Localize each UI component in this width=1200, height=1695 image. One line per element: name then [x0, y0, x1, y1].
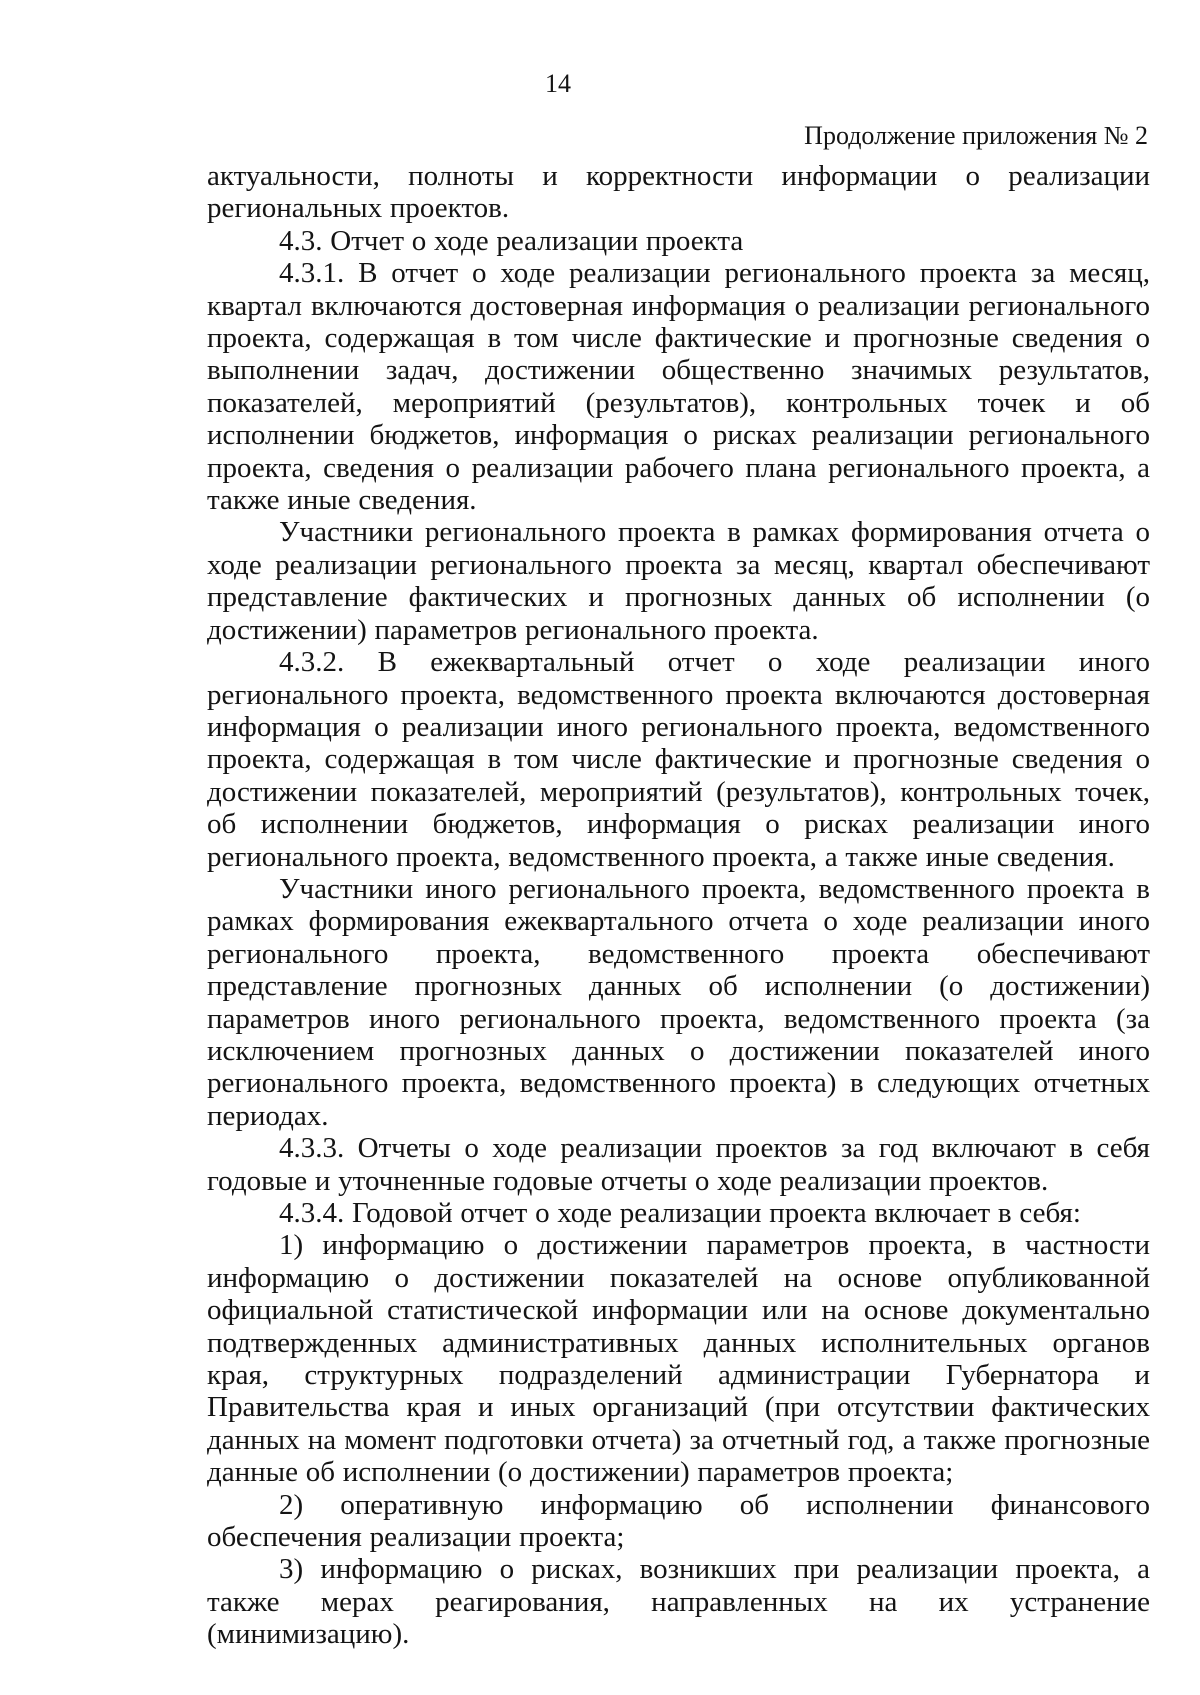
paragraph-4-3-4: 4.3.4. Годовой отчет о ходе реализации проекта включает в себя: — [279, 1197, 1081, 1229]
paragraph-4-3-3: 4.3.3. Отчеты о ходе реализации проектов за год включают в себя годовые и уточненные годовые отчеты о ходе реализации проектов. — [207, 1132, 1150, 1197]
list-item-3: 3) информацию о рисках, возникших при реализации проекта, а также мерах реагирования, направленных на их устранение (минимизацию). — [207, 1553, 1150, 1651]
appendix-continuation-label: Продолжение приложения № 2 — [804, 121, 1148, 150]
paragraph-participants-regional: Участники регионального проекта в рамках формирования отчета о ходе реализации регионального проекта за месяц, квартал обеспечивают представление фактических и прогнозных данных об исполнении (о достижении) параметров регионального проекта. — [207, 516, 1150, 646]
document-body — [207, 160, 1150, 1651]
page-number: 14 — [545, 69, 571, 98]
paragraph-4-3-1: 4.3.1. В отчет о ходе реализации регионального проекта за месяц, квартал включаются достоверная информация о реализации регионального проекта, содержащая в том числе фактические и прогнозные сведения о выполнении задач, достижении общественно значимых результатов, показателей, мероприятий (результатов), контрольных точек и об исполнении бюджетов, информация о рисках реализации регионального проекта, сведения о реализации рабочего плана регионального проекта, а также иные сведения. — [207, 257, 1150, 517]
page-header — [0, 68, 1200, 100]
list-item-2: 2) оперативную информацию об исполнении финансового обеспечения реализации проекта; — [207, 1488, 1150, 1554]
list-item-1: 1) информацию о достижении параметров проекта, в частности информацию о достижении показателей на основе опубликованной официальной статистической информации или на основе документально подтвержденных административных данных исполнительных органов края, структурных подразделений администрации Губернатора и Правительства края и иных организаций (при отсутствии фактических данных на момент подготовки отчета) за отчетный год, а также прогнозные данные об исполнении (о достижении) параметров проекта; — [207, 1229, 1150, 1489]
paragraph-participants-other: Участники иного регионального проекта, ведомственного проекта в рамках формирования ежеквартального отчета о ходе реализации иного регионального проекта, ведомственного проекта обеспечивают представление прогнозных данных об исполнении (о достижении) параметров иного регионального проекта, ведомственного проекта (за исключением прогнозных данных о достижении показателей иного регионального проекта, ведомственного проекта) в следующих отчетных периодах. — [207, 872, 1150, 1132]
section-heading-4-3: 4.3. Отчет о ходе реализации проекта — [279, 224, 744, 257]
paragraph-4-3-2: 4.3.2. В ежеквартальный отчет о ходе реализации иного регионального проекта, ведомственного проекта включаются достоверная информация о реализации иного регионального проекта, ведомственного проекта, содержащая в том числе фактические и прогнозные сведения о достижении показателей, мероприятий (результатов), контрольных точек, об исполнении бюджетов, информация о рисках реализации иного регионального проекта, ведомственного проекта, а также иные сведения. — [207, 646, 1150, 873]
paragraph-continued: актуальности, полноты и корректности информации о реализации региональных проектов. — [207, 160, 1150, 225]
